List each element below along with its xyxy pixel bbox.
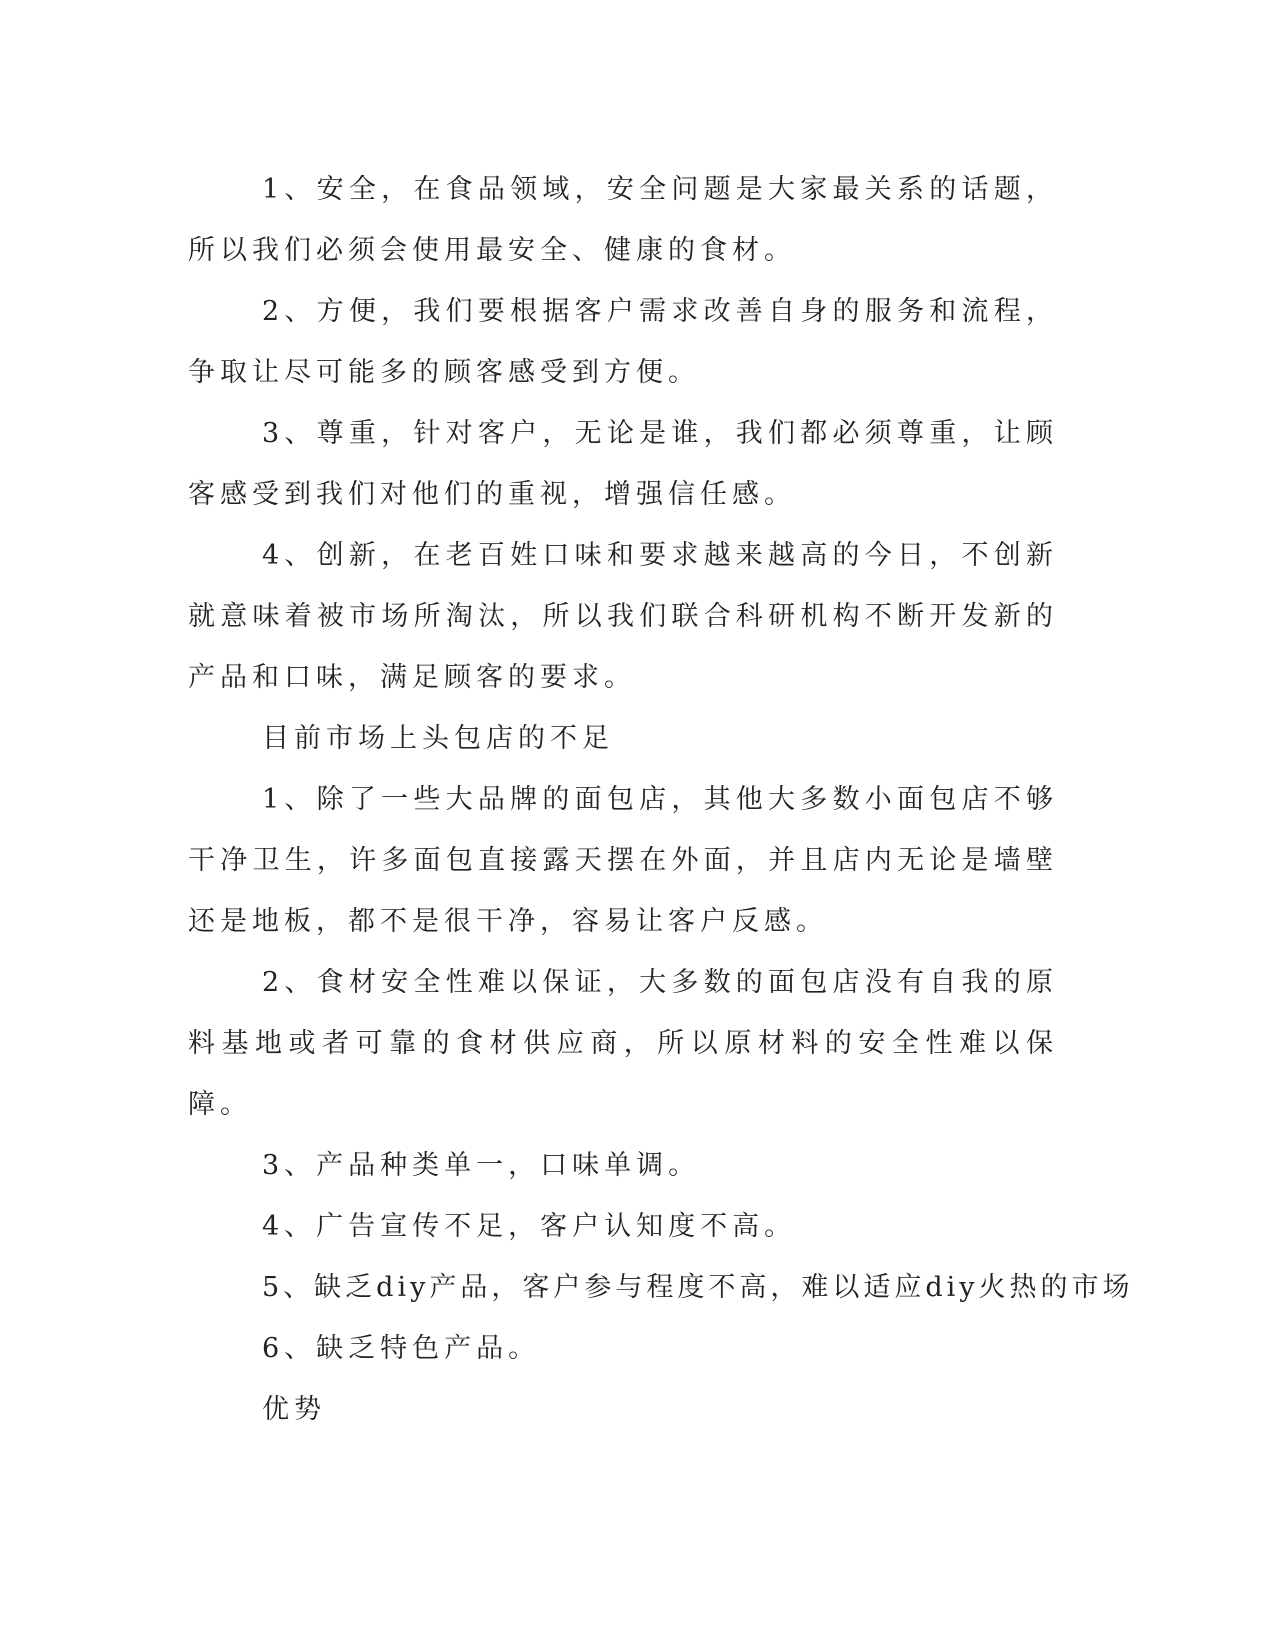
paragraph-respect: 3、尊重，针对客户，无论是谁，我们都必须尊重，让顾客感受到我们对他们的重视，增强信任感。: [188, 418, 1058, 510]
paragraph-ingredient-safety: 2、食材安全性难以保证，大多数的面包店没有自我的原料基地或者可靠的食材供应商，所以原材料的安全性难以保障。: [188, 967, 1058, 1120]
document-body: [188, 159, 1134, 1440]
section-heading-advantages: 优势: [262, 1394, 326, 1425]
paragraph-safety: 1、安全，在食品领域，安全问题是大家最关系的话题，所以我们必须会使用最安全、健康的食材。: [188, 174, 1058, 266]
paragraph-innovation: 4、创新，在老百姓口味和要求越来越高的今日，不创新就意味着被市场所淘汰，所以我们联合科研机构不断开发新的产品和口味，满足顾客的要求。: [188, 540, 1058, 693]
paragraph-diy: 5、缺乏diy产品，客户参与程度不高，难以适应diy火热的市场: [262, 1272, 1134, 1303]
paragraph-convenience: 2、方便，我们要根据客户需求改善自身的服务和流程，争取让尽可能多的顾客感受到方便。: [188, 296, 1058, 388]
section-heading-shortcomings: 目前市场上头包店的不足: [262, 723, 614, 754]
paragraph-advertising: 4、广告宣传不足，客户认知度不高。: [262, 1211, 797, 1242]
paragraph-hygiene: 1、除了一些大品牌的面包店，其他大多数小面包店不够干净卫生，许多面包直接露天摆在外面，并且店内无论是墙壁还是地板，都不是很干净，容易让客户反感。: [188, 784, 1058, 937]
paragraph-specialty: 6、缺乏特色产品。: [262, 1333, 541, 1364]
paragraph-product-variety: 3、产品种类单一，口味单调。: [262, 1150, 701, 1181]
